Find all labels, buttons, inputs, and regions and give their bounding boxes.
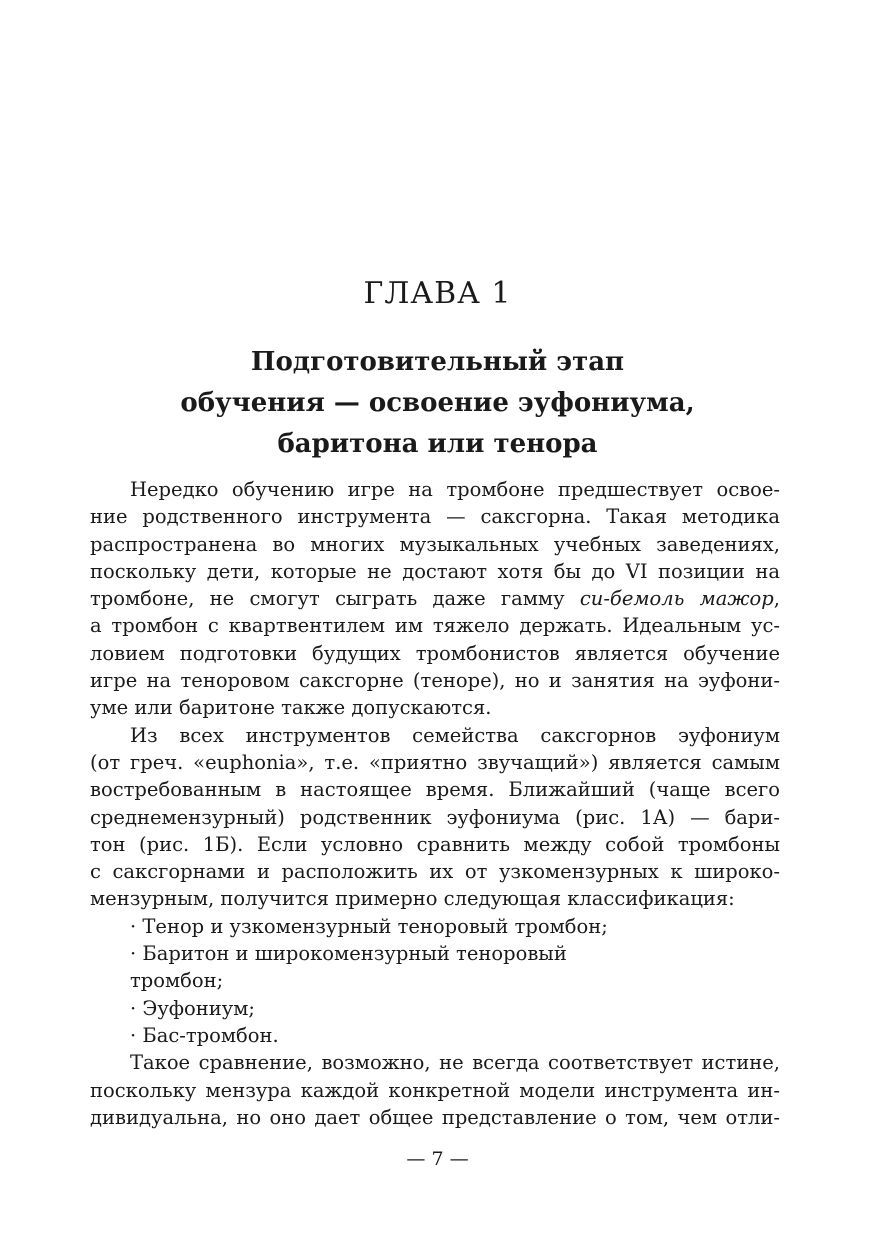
paragraph-1-line: ловием подготовки будущих тромбонистов является обучение — [90, 641, 780, 665]
chapter-title-line: обучения — освоение эуфониума, — [180, 388, 695, 418]
paragraph-1-line: ние родственного инструмента — саксгорна. Такая методика — [90, 505, 780, 529]
paragraph-2-line: мензурным, получится примерно следующая классификация: — [90, 887, 735, 911]
paragraph-1-line: Нередко обучению игре на тромбоне предшествует освое- — [130, 478, 780, 501]
paragraph-1-line: распространена во многих музыкальных учебных заведениях, — [90, 532, 780, 556]
paragraph-1-line: а тромбон с квартвентилем им тяжело держать. Идеальным ус- — [90, 614, 780, 638]
paragraph-1-line: уме или баритоне также допускаются. — [90, 696, 492, 720]
list-item: · Бас-тромбон. — [130, 1023, 279, 1047]
paragraph-2-line: востребованным в настоящее время. Ближайший (чаще всего — [90, 778, 780, 802]
emphasis-text: си-бемоль мажор — [579, 587, 774, 611]
paragraph-3-line: Такое сравнение, возможно, не всегда соответствует истине, — [130, 1051, 780, 1075]
list-item: · Тенор и узкомензурный теноровый тромбон; — [130, 914, 608, 938]
paragraph-1-text: , — [773, 587, 780, 611]
paragraph-1-line: поскольку дети, которые не достают хотя бы до VI позиции на — [90, 559, 780, 583]
paragraph-1-line: игре на теноровом саксгорне (теноре), но и занятия на эуфони- — [90, 669, 780, 693]
paragraph-3-line: дивидуальна, но оно дает общее представление о том, чем отли- — [90, 1105, 780, 1129]
list-item: · Баритон и широкомензурный теноровый — [130, 942, 567, 966]
paragraph-2-line: (от греч. «euphonia», т.е. «приятно звучащий») является самым — [90, 750, 780, 774]
body-text — [90, 476, 780, 1131]
paragraph-2-line: с саксгорнами и расположить их от узкомензурных к широко- — [90, 860, 780, 884]
paragraph-1-line — [90, 585, 780, 612]
chapter-heading: ГЛАВА 1 — [363, 276, 512, 311]
list-item: · Эуфониум; — [130, 996, 255, 1020]
paragraph-1-text: тромбоне, не смогут сыграть даже гамму — [90, 587, 580, 611]
chapter-title — [0, 342, 875, 465]
list-item-continuation: тромбон; — [130, 969, 224, 993]
paragraph-2-line: Из всех инструментов семейства саксгорнов эуфониум — [130, 723, 780, 747]
paragraph-2-line: среднемензурный) родственник эуфониума (рис. 1А) — бари- — [90, 805, 780, 829]
paragraph-2-line: тон (рис. 1Б). Если условно сравнить между собой тромбоны — [90, 832, 780, 856]
page-number: — 7 — — [406, 1148, 469, 1170]
chapter-title-line: Подготовительный этап — [250, 347, 625, 377]
paragraph-3-line: поскольку мензура каждой конкретной модели инструмента ин- — [90, 1078, 780, 1102]
chapter-title-line: баритона или тенора — [277, 429, 598, 459]
